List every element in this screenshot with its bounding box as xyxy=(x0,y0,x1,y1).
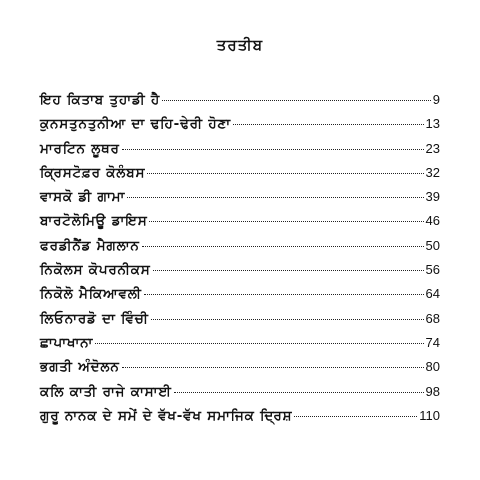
entry-page-number: 56 xyxy=(425,262,440,278)
entry-page-number: 50 xyxy=(425,237,440,253)
dot-leader xyxy=(122,367,424,368)
dot-leader xyxy=(294,416,417,417)
toc-entry xyxy=(40,408,440,432)
entry-title: ਮਾਰਟਿਨ ਲੂਥਰ xyxy=(40,140,120,157)
toc-entry xyxy=(40,165,440,189)
entry-title: ਫਰਡੀਨੈਂਡ ਮੈਗਲਾਨ xyxy=(40,237,140,254)
entry-page-number: 23 xyxy=(425,140,440,156)
entry-title: ਨਿਕੋਲਸ ਕੋਪਰਨੀਕਸ xyxy=(40,262,151,279)
dot-leader xyxy=(153,270,424,271)
dot-leader xyxy=(149,221,423,222)
table-of-contents xyxy=(40,92,440,432)
dot-leader xyxy=(174,392,424,393)
entry-title: ਭਗਤੀ ਅੰਦੋਲਨ xyxy=(40,359,120,376)
toc-entry xyxy=(40,238,440,262)
entry-page-number: 39 xyxy=(425,189,440,205)
entry-title: ਵਾਸਕੋ ਡੀ ਗਾਮਾ xyxy=(40,189,126,206)
entry-page-number: 32 xyxy=(425,164,440,180)
dot-leader xyxy=(142,246,424,247)
entry-page-number: 98 xyxy=(425,383,440,399)
toc-entry xyxy=(40,116,440,140)
toc-entry xyxy=(40,92,440,116)
toc-entry xyxy=(40,311,440,335)
entry-page-number: 68 xyxy=(425,310,440,326)
dot-leader xyxy=(127,197,423,198)
entry-title: ਇਹ ਕਿਤਾਬ ਤੁਹਾਡੀ ਹੈ xyxy=(40,92,161,108)
entry-page-number: 46 xyxy=(425,213,440,229)
toc-entry xyxy=(40,262,440,286)
entry-title: ਨਿਕੋਲੋ ਮੈਕਿਆਵਲੀ xyxy=(40,286,142,303)
entry-page-number: 80 xyxy=(425,359,440,375)
entry-page-number: 13 xyxy=(425,116,440,132)
dot-leader xyxy=(147,173,423,174)
dot-leader xyxy=(162,100,431,101)
entry-page-number: 110 xyxy=(419,407,440,423)
entry-title: ਗੁਰੂ ਨਾਨਕ ਦੇ ਸਮੇਂ ਦੇ ਵੱਖ-ਵੱਖ ਸਮਾਜਿਕ ਦ੍ਰਿਸ਼ xyxy=(40,407,293,424)
entry-page-number: 9 xyxy=(432,92,440,107)
entry-title: ਲਿਓਨਾਰਡੋ ਦਾ ਵਿੰਚੀ xyxy=(40,310,149,327)
toc-entry xyxy=(40,189,440,213)
entry-page-number: 64 xyxy=(425,286,440,302)
entry-page-number: 74 xyxy=(425,334,440,350)
toc-entry xyxy=(40,384,440,408)
toc-entry xyxy=(40,213,440,237)
dot-leader xyxy=(144,294,424,295)
entry-title: ਬਾਰਟੋਲੋਮਿਊ ਡਾਇਸ xyxy=(40,213,148,230)
dot-leader xyxy=(233,124,424,125)
toc-entry xyxy=(40,286,440,310)
entry-title: ਕੁਨਸਤੁਨਤੁਨੀਆ ਦਾ ਢਹਿ-ਢੇਰੀ ਹੋਣਾ xyxy=(40,116,231,133)
entry-title: ਕਲਿ ਕਾਤੀ ਰਾਜੇ ਕਾਸਾਈ xyxy=(40,383,172,400)
toc-entry xyxy=(40,141,440,165)
toc-entry xyxy=(40,359,440,383)
dot-leader xyxy=(151,319,424,320)
dot-leader xyxy=(122,149,424,150)
toc-entry xyxy=(40,335,440,359)
toc-heading: ਤਰਤੀਬ xyxy=(216,36,264,54)
entry-title: ਕ੍ਰਿਸਟੋਫ਼ਰ ਕੋਲੰਬਸ xyxy=(40,164,146,181)
entry-title: ਛਾਪਾਖਾਨਾ xyxy=(40,334,94,351)
dot-leader xyxy=(95,343,423,344)
